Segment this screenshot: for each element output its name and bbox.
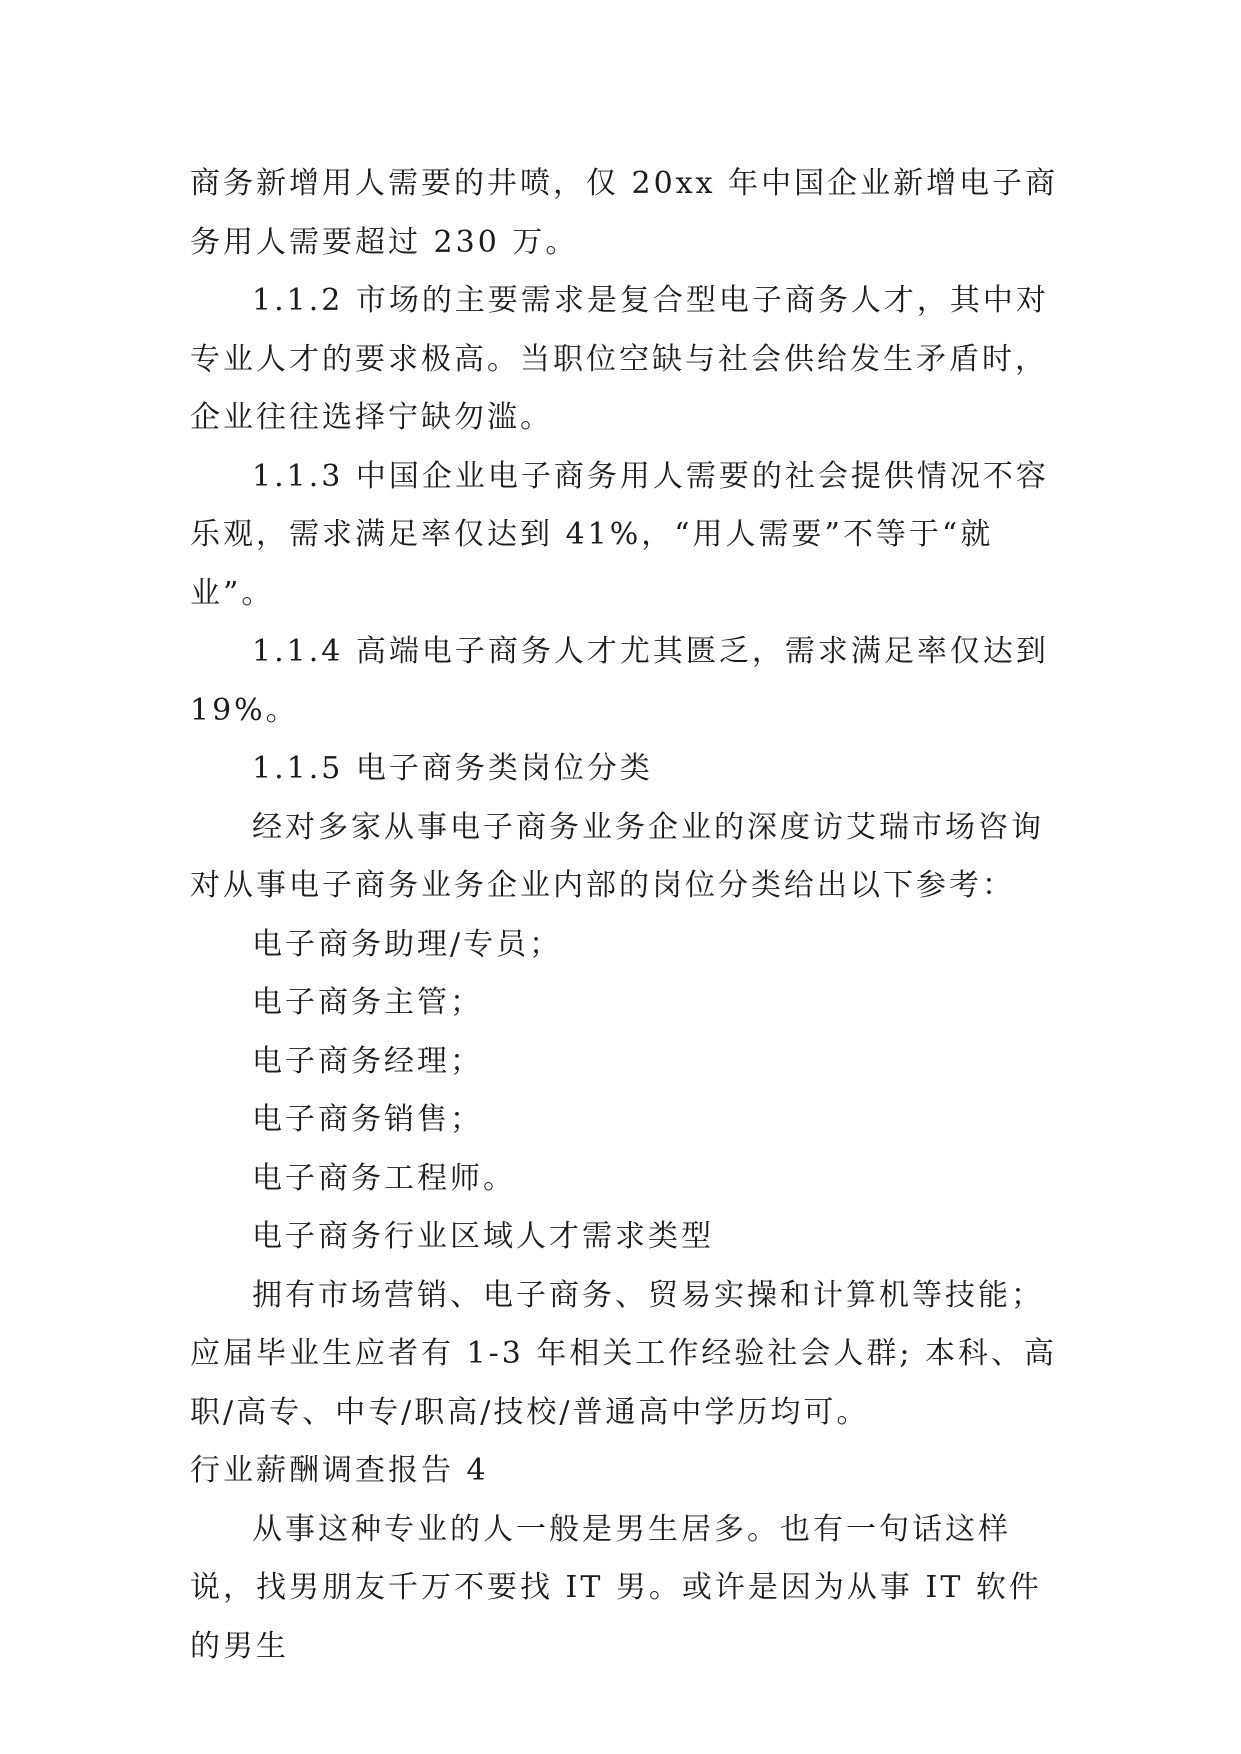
paragraph-1-1-5-heading: 1.1.5 电子商务类岗位分类: [252, 751, 653, 786]
paragraph-intro-continuation: 商务新增用人需要的井喷，仅 20xx 年中国企业新增电子商务用人需要超过 230 万。: [190, 166, 1059, 260]
section-title-report-4: 行业薪酬调查报告 4: [190, 1453, 489, 1488]
paragraph-regional-demand-heading: 电子商务行业区域人才需求类型: [252, 1219, 714, 1254]
paragraph-1-1-3: 1.1.3 中国企业电子商务用人需要的社会提供情况不容乐观，需求满足率仅达到 41%，“用人需要”不等于“就业”。: [190, 458, 1049, 611]
paragraph-job-classification: 经对多家从事电子商务业务企业的深度访艾瑞市场咨询对从事电子商务业务企业内部的岗位分类给出以下参考：: [190, 809, 1044, 903]
list-item-sales: 电子商务销售；: [252, 1102, 483, 1137]
paragraph-1-1-4: 1.1.4 高端电子商务人才尤其匮乏，需求满足率仅达到 19%。: [190, 634, 1049, 728]
paragraph-it-profession: 从事这种专业的人一般是男生居多。也有一句话这样说，找男朋友千万不要找 IT 男。或许是因为从事 IT 软件的男生: [190, 1511, 1042, 1664]
paragraph-1-1-2: 1.1.2 市场的主要需求是复合型电子商务人才，其中对专业人才的要求极高。当职位空缺与社会供给发生矛盾时，企业往往选择宁缺勿滥。: [190, 283, 1049, 435]
paragraph-skills-requirements: 拥有市场营销、电子商务、贸易实操和计算机等技能；应届毕业生应者有 1-3 年相关工作经验社会人群; 本科、高职/高专、中专/职高/技校/普通高中学历均可。: [190, 1277, 1058, 1430]
list-item-assistant: 电子商务助理/专员；: [252, 926, 563, 962]
list-item-supervisor: 电子商务主管；: [252, 985, 483, 1020]
list-item-manager: 电子商务经理；: [252, 1043, 483, 1079]
document-body: [190, 155, 1060, 1676]
list-item-engineer: 电子商务工程师。: [252, 1160, 516, 1196]
